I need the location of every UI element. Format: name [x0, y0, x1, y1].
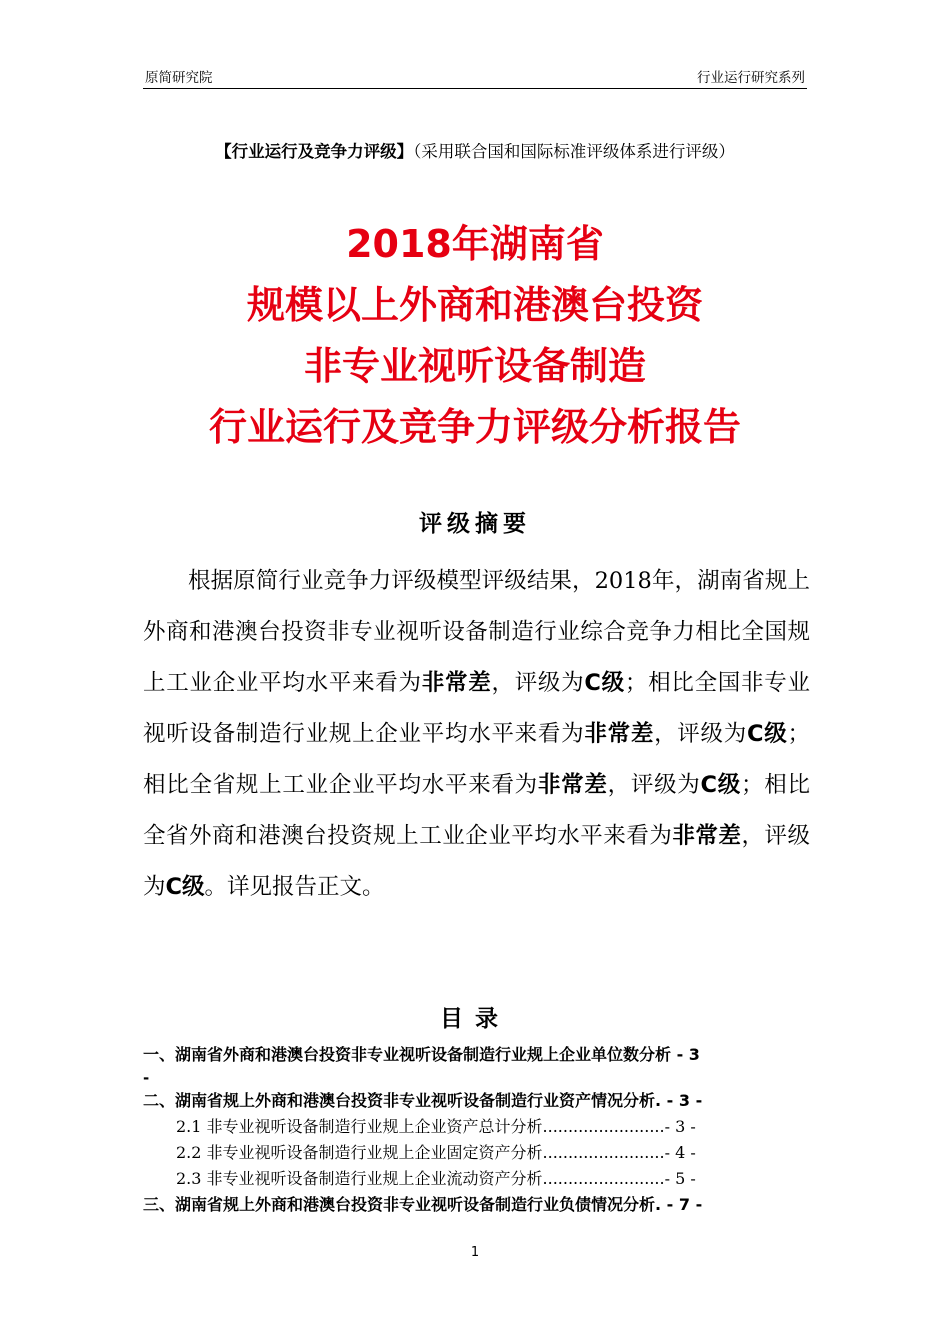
summary-text: ；相比全省规上工业企业平均水平来看为: [143, 721, 810, 798]
summary-bold: C级: [584, 670, 625, 696]
page-number: 1: [470, 1245, 480, 1260]
table-of-contents: [143, 1042, 807, 1218]
report-title: [100, 218, 850, 462]
summary-text: ，评级为: [143, 823, 810, 900]
summary-bold: C级: [165, 874, 205, 900]
summary-bold: 非常差: [421, 670, 492, 696]
toc-heading: 目录: [440, 1006, 510, 1032]
header-series: 行业运行研究系列: [697, 70, 805, 86]
toc-item-2[interactable]: 二、湖南省规上外商和港澳台投资非专业视听设备制造行业资产情况分析. - 3 -: [143, 1091, 703, 1110]
header-org: 原简研究院: [145, 70, 213, 86]
summary-text: ，评级为: [491, 670, 585, 696]
toc-item-3[interactable]: 三、湖南省规上外商和港澳台投资非专业视听设备制造行业负债情况分析. - 7 -: [143, 1195, 703, 1214]
summary-text: ，评级为: [607, 772, 701, 798]
summary-heading: 评级摘要: [419, 511, 531, 537]
report-tagline: [143, 138, 807, 162]
summary-text: ；相比全省外商和港澳台投资规上工业企业平均水平来看为: [143, 772, 810, 849]
toc-item-1[interactable]: 一、湖南省外商和港澳台投资非专业视听设备制造行业规上企业单位数分析 - 3: [143, 1045, 700, 1064]
summary-paragraph: [143, 556, 810, 913]
title-line-2: 规模以上外商和港澳台投资: [246, 283, 703, 327]
title-line-4: 行业运行及竞争力评级分析报告: [208, 405, 741, 449]
page-header: [143, 62, 807, 89]
summary-bold: C级: [700, 772, 742, 798]
tagline-bold: 【行业运行及竞争力评级】: [215, 142, 414, 161]
summary-text: ；相比全国非专业视听设备制造行业规上企业平均水平来看为: [143, 670, 810, 747]
toc-item-1-continuation[interactable]: -: [143, 1069, 150, 1087]
title-line-1: 2018年湖南省: [346, 222, 604, 266]
summary-bold: 非常差: [584, 721, 655, 747]
tagline-rest: （采用联合国和国际标准评级体系进行评级）: [413, 142, 735, 161]
toc-item-2-1[interactable]: 2.1 非专业视听设备制造行业规上企业资产总计分析........................- 3 -: [176, 1117, 696, 1136]
toc-item-2-2[interactable]: 2.2 非专业视听设备制造行业规上企业固定资产分析........................- 4 -: [176, 1143, 696, 1162]
summary-bold: C级: [746, 721, 788, 747]
summary-text: 根据原简行业竞争力评级模型评级结果，2018年，湖南省规上外商和港澳台投资非专业视听设备制造行业综合竞争力相比全国规上工业企业平均水平来看为: [143, 568, 810, 696]
summary-text: 。详见报告正文。: [204, 874, 385, 900]
summary-text: ，评级为: [654, 721, 747, 747]
summary-bold: 非常差: [537, 772, 608, 798]
title-line-3: 非专业视听设备制造: [303, 344, 646, 388]
toc-item-2-3[interactable]: 2.3 非专业视听设备制造行业规上企业流动资产分析........................- 5 -: [176, 1169, 696, 1188]
summary-body: [143, 556, 810, 913]
summary-bold: 非常差: [672, 823, 742, 849]
